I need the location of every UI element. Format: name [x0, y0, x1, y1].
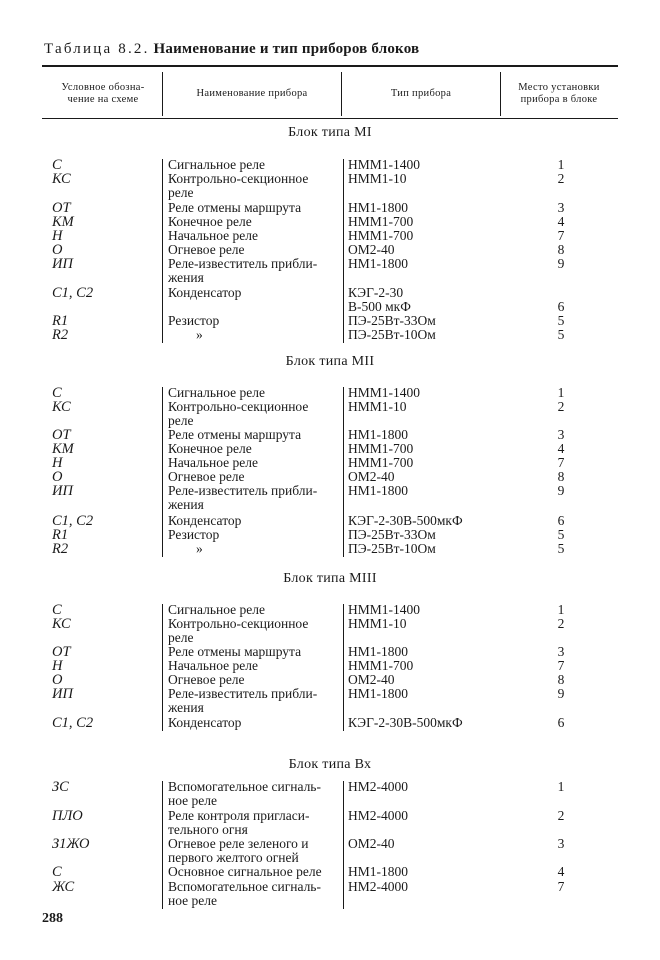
row-place: 8 [557, 242, 565, 257]
row-type: НММ1-10 [348, 171, 407, 186]
row-name: Сигнальное реле [168, 157, 265, 172]
row-place: 3 [557, 200, 565, 215]
section-title: Блок типа Вх [288, 757, 372, 772]
row-type: НМ1-1800 [348, 644, 408, 659]
row-place: 1 [557, 779, 565, 794]
column-divider [343, 159, 344, 343]
row-code: З1ЖО [52, 836, 90, 852]
row-code: С [52, 864, 62, 880]
header-type-text: Тип прибора [390, 88, 452, 99]
row-code: Н [52, 228, 63, 244]
row-place: 5 [557, 327, 565, 342]
row-name: Сигнальное реле [168, 385, 265, 400]
table-row [0, 687, 660, 715]
row-code: R1 [52, 527, 69, 543]
row-code: R1 [52, 313, 69, 329]
table-row [0, 542, 660, 556]
row-code: С1, С2 [52, 285, 94, 301]
row-place: 1 [557, 157, 565, 172]
row-place: 2 [557, 616, 565, 631]
header-code-text: Условное обозна- чение на схеме [61, 82, 145, 105]
row-name: Реле отмены маршрута [168, 644, 302, 659]
header-top-rule [42, 65, 618, 67]
row-type: НММ1-1400 [348, 602, 421, 617]
row-code: КМ [52, 214, 74, 230]
table-row [0, 286, 660, 314]
row-code: ИП [52, 256, 73, 272]
row-code: ИП [52, 686, 73, 702]
row-place: 8 [557, 469, 565, 484]
row-code: ЖС [52, 879, 75, 895]
row-type: ПЭ-25Вт-33Ом [348, 313, 436, 328]
row-name: Начальное реле [168, 455, 258, 470]
row-code: ОТ [52, 200, 71, 216]
row-code: С1, С2 [52, 715, 94, 731]
table-row [0, 257, 660, 285]
row-place: 7 [557, 228, 565, 243]
section-title: Блок типа МII [285, 354, 375, 369]
row-place: 5 [557, 527, 565, 542]
header-type [342, 72, 500, 116]
column-divider [343, 604, 344, 731]
table-row [0, 158, 660, 172]
row-type: НММ1-10 [348, 616, 407, 631]
row-name: Конденсатор [168, 285, 242, 300]
row-place: 3 [557, 427, 565, 442]
row-name: Контрольно-секционное реле [168, 616, 309, 645]
row-place: 7 [557, 455, 565, 470]
row-code: С [52, 385, 62, 401]
table-row [0, 716, 660, 730]
column-divider [343, 387, 344, 557]
row-name: Огневое реле [168, 672, 245, 687]
table-row [0, 229, 660, 243]
header-divider-1 [162, 72, 163, 116]
table-row [0, 880, 660, 908]
table-row [0, 442, 660, 456]
row-type: НМ1-1800 [348, 256, 408, 271]
row-place: 9 [557, 256, 565, 271]
row-type: НМ1-1800 [348, 686, 408, 701]
row-code: С [52, 602, 62, 618]
row-name: Конденсатор [168, 513, 242, 528]
row-code: ОТ [52, 644, 71, 660]
row-code: ЗС [52, 779, 69, 795]
header-place [501, 72, 617, 116]
table-row [0, 780, 660, 808]
table-row [0, 484, 660, 512]
row-name: Резистор [168, 527, 220, 542]
row-name: Вспомогательное сигналь- ное реле [168, 879, 321, 908]
table-row [0, 328, 660, 342]
row-name: Контрольно-секционное реле [168, 171, 309, 200]
section-title: Блок типа МIII [283, 571, 377, 586]
row-type: НММ1-700 [348, 455, 414, 470]
row-name: Огневое реле [168, 242, 245, 257]
row-code: О [52, 469, 63, 485]
row-name: Вспомогательное сигналь- ное реле [168, 779, 321, 808]
table-row [0, 456, 660, 470]
row-type: НММ1-1400 [348, 385, 421, 400]
row-name: Основное сигнальное реле [168, 864, 322, 879]
row-type: НММ1-700 [348, 658, 414, 673]
row-place: 5 [557, 313, 565, 328]
table-row [0, 645, 660, 659]
row-name: Конденсатор [168, 715, 242, 730]
row-code: О [52, 242, 63, 258]
table-row [0, 428, 660, 442]
column-divider [162, 781, 163, 909]
header-name-text: Наименование прибора [196, 88, 308, 99]
row-type: НМ2-4000 [348, 779, 408, 794]
table-row [0, 673, 660, 687]
row-code: Н [52, 658, 63, 674]
row-place: 4 [557, 864, 565, 879]
row-code: ПЛО [52, 808, 83, 824]
row-type: КЭГ-2-30В-500мкФ [348, 513, 463, 528]
row-code: R2 [52, 327, 69, 343]
table-row [0, 659, 660, 673]
row-type: НМ2-4000 [348, 808, 408, 823]
column-divider [343, 781, 344, 909]
table-label: Таблица 8.2. [44, 41, 150, 57]
row-code: С [52, 157, 62, 173]
row-name: Реле-известитель прибли- жения [168, 483, 318, 512]
row-name: Начальное реле [168, 658, 258, 673]
row-name: Реле отмены маршрута [168, 200, 302, 215]
column-divider [162, 159, 163, 343]
row-name: Реле контроля пригласи- тельного огня [168, 808, 310, 837]
page-number: 288 [42, 911, 63, 926]
row-name: » [196, 541, 203, 556]
table-row [0, 617, 660, 645]
row-type: ОМ2-40 [348, 672, 395, 687]
header-name [163, 72, 341, 116]
table-row [0, 215, 660, 229]
row-code: ОТ [52, 427, 71, 443]
row-code: R2 [52, 541, 69, 557]
row-name: Реле отмены маршрута [168, 427, 302, 442]
row-place: 6 [557, 513, 565, 528]
row-place: 9 [557, 483, 565, 498]
row-place: 4 [557, 441, 565, 456]
table-row [0, 603, 660, 617]
column-divider [162, 387, 163, 557]
row-name: Резистор [168, 313, 220, 328]
row-place: 6 [557, 715, 565, 730]
row-type: НММ1-10 [348, 399, 407, 414]
row-place: 1 [557, 602, 565, 617]
table-row [0, 470, 660, 484]
table-row [0, 837, 660, 865]
row-type: НМ2-4000 [348, 879, 408, 894]
row-type: ОМ2-40 [348, 242, 395, 257]
row-type: КЭГ-2-30В-500мкФ [348, 715, 463, 730]
row-name: Конечное реле [168, 214, 252, 229]
section-title: Блок типа МI [288, 125, 372, 140]
row-type: НММ1-700 [348, 441, 414, 456]
row-code: О [52, 672, 63, 688]
row-name: Огневое реле зеленого и первого желтого огней [168, 836, 309, 865]
row-type: ОМ2-40 [348, 469, 395, 484]
row-name: Начальное реле [168, 228, 258, 243]
row-type: ПЭ-25Вт-10Ом [348, 327, 436, 342]
row-type: НММ1-1400 [348, 157, 421, 172]
table-row [0, 201, 660, 215]
row-code: КС [52, 171, 71, 187]
row-place: 2 [557, 171, 565, 186]
row-code: КС [52, 399, 71, 415]
row-type: ОМ2-40 [348, 836, 395, 851]
row-type: НМ1-1800 [348, 483, 408, 498]
row-code: КС [52, 616, 71, 632]
row-code: ИП [52, 483, 73, 499]
table-row [0, 514, 660, 528]
table-row [0, 528, 660, 542]
row-type: КЭГ-2-30 В-500 мкФ [348, 285, 411, 314]
row-type: НМ1-1800 [348, 200, 408, 215]
table-row [0, 400, 660, 428]
table-caption [44, 41, 419, 58]
header-code [44, 72, 162, 116]
row-place: 3 [557, 644, 565, 659]
row-place: 3 [557, 836, 565, 851]
row-name: Реле-известитель прибли- жения [168, 686, 318, 715]
row-place: 7 [557, 658, 565, 673]
row-code: С1, С2 [52, 513, 94, 529]
row-name: Контрольно-секционное реле [168, 399, 309, 428]
row-place: 8 [557, 672, 565, 687]
row-type: ПЭ-25Вт-33Ом [348, 527, 436, 542]
header-bottom-rule [42, 118, 618, 119]
row-type: ПЭ-25Вт-10Ом [348, 541, 436, 556]
row-place: 2 [557, 808, 565, 823]
header-divider-3 [500, 72, 501, 116]
table-row [0, 314, 660, 328]
table-row [0, 865, 660, 879]
row-type: НМ1-1800 [348, 427, 408, 442]
row-place: 6 [557, 299, 565, 314]
table-row [0, 809, 660, 837]
row-type: НМ1-1800 [348, 864, 408, 879]
row-type: НММ1-700 [348, 228, 414, 243]
row-name: » [196, 327, 203, 342]
row-place: 2 [557, 399, 565, 414]
row-place: 1 [557, 385, 565, 400]
row-name: Сигнальное реле [168, 602, 265, 617]
table-row [0, 243, 660, 257]
row-place: 9 [557, 686, 565, 701]
table-row [0, 386, 660, 400]
row-name: Конечное реле [168, 441, 252, 456]
header-place-text: Место установки прибора в блоке [518, 82, 600, 105]
row-place: 7 [557, 879, 565, 894]
row-place: 5 [557, 541, 565, 556]
row-name: Реле-известитель прибли- жения [168, 256, 318, 285]
row-code: КМ [52, 441, 74, 457]
table-title: Наименование и тип приборов блоков [153, 41, 420, 57]
row-place: 4 [557, 214, 565, 229]
row-name: Огневое реле [168, 469, 245, 484]
row-code: Н [52, 455, 63, 471]
header-divider-2 [341, 72, 342, 116]
row-type: НММ1-700 [348, 214, 414, 229]
column-divider [162, 604, 163, 731]
table-row [0, 172, 660, 200]
